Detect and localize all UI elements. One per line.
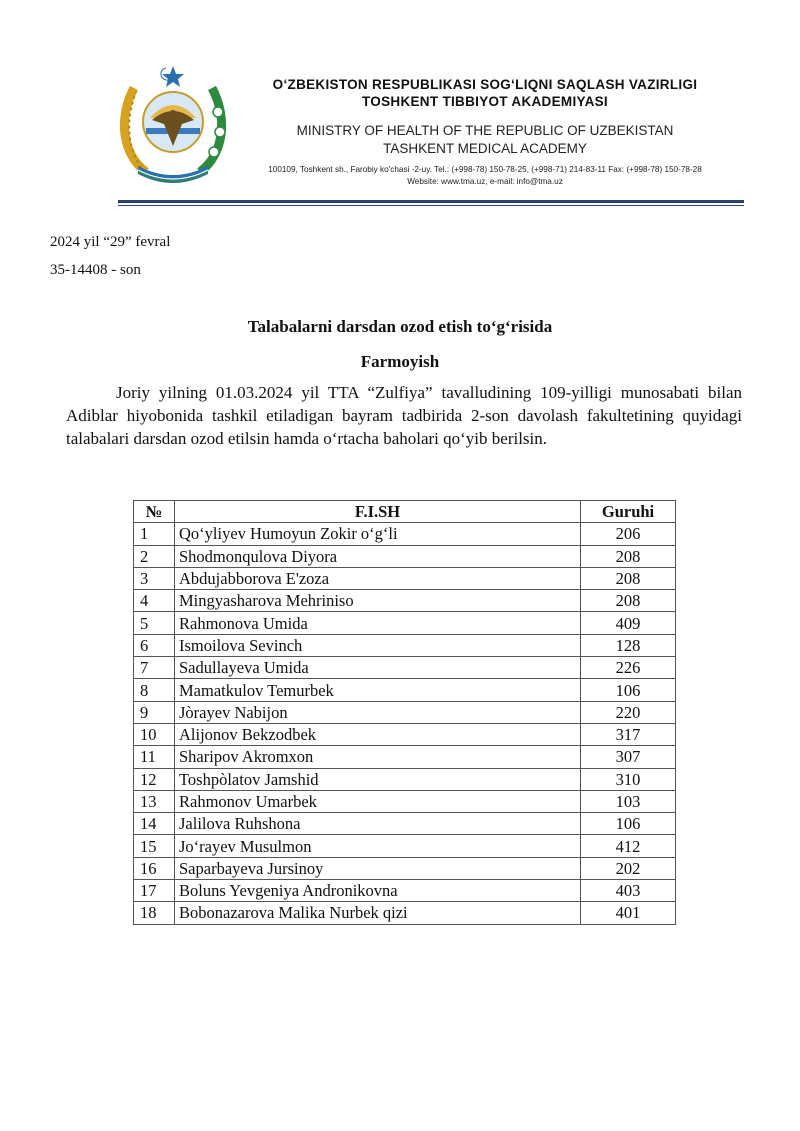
table-row [134, 590, 676, 612]
group-number: 103 [581, 790, 676, 812]
student-name: Rahmonov Umarbek [175, 790, 581, 812]
group-number: 128 [581, 634, 676, 656]
table-row [134, 746, 676, 768]
group-number: 220 [581, 701, 676, 723]
group-number: 403 [581, 880, 676, 902]
table-row [134, 857, 676, 879]
document-date: 2024 yil “29” fevral [50, 234, 171, 250]
row-number: 8 [134, 679, 175, 701]
table-row [134, 902, 676, 924]
row-number: 13 [134, 790, 175, 812]
group-number: 208 [581, 567, 676, 589]
table-row [134, 835, 676, 857]
table-row [134, 612, 676, 634]
row-number: 1 [134, 523, 175, 545]
row-number: 14 [134, 813, 175, 835]
group-number: 106 [581, 813, 676, 835]
group-number: 317 [581, 723, 676, 745]
student-name: Toshpòlatov Jamshid [175, 768, 581, 790]
student-name: Ismoilova Sevinch [175, 634, 581, 656]
row-number: 5 [134, 612, 175, 634]
row-number: 17 [134, 880, 175, 902]
group-number: 208 [581, 590, 676, 612]
row-number: 18 [134, 902, 175, 924]
table-row [134, 634, 676, 656]
student-name: Mamatkulov Temurbek [175, 679, 581, 701]
document-subject: Talabalarni darsdan ozod etish to‘g‘risida [247, 317, 553, 336]
ministry-name-en: MINISTRY OF HEALTH OF THE REPUBLIC OF UZBEKISTAN [296, 123, 674, 138]
row-number: 2 [134, 545, 175, 567]
group-number: 409 [581, 612, 676, 634]
table-row [134, 523, 676, 545]
row-number: 4 [134, 590, 175, 612]
table-row [134, 880, 676, 902]
student-name: Sharipov Akromxon [175, 746, 581, 768]
website-line: Website: www.tma.uz, e-mail: info@tma.uz [407, 177, 563, 186]
group-number: 202 [581, 857, 676, 879]
academy-name-uz: TOSHKENT TIBBIYOT AKADEMIYASI [362, 94, 608, 109]
student-name: Rahmonova Umida [175, 612, 581, 634]
student-name: Jalilova Ruhshona [175, 813, 581, 835]
state-emblem [116, 62, 230, 184]
header-divider-thick [118, 200, 744, 203]
row-number: 15 [134, 835, 175, 857]
row-number: 12 [134, 768, 175, 790]
student-name: Alijonov Bekzodbek [175, 723, 581, 745]
row-number: 10 [134, 723, 175, 745]
row-number: 3 [134, 567, 175, 589]
student-name: Sadullayeva Umida [175, 657, 581, 679]
column-header-group: Guruhi [581, 501, 676, 523]
student-name: Bobonazarova Malika Nurbek qizi [175, 902, 581, 924]
group-number: 226 [581, 657, 676, 679]
academy-name-en: TASHKENT MEDICAL ACADEMY [383, 141, 587, 156]
group-number: 310 [581, 768, 676, 790]
table-row [134, 567, 676, 589]
document-type: Farmoyish [360, 352, 440, 371]
table-row [134, 679, 676, 701]
row-number: 6 [134, 634, 175, 656]
group-number: 106 [581, 679, 676, 701]
row-number: 16 [134, 857, 175, 879]
student-name: Saparbayeva Jursinoy [175, 857, 581, 879]
student-name: Boluns Yevgeniya Andronikovna [175, 880, 581, 902]
column-header-name: F.I.SH [175, 501, 581, 523]
header-divider-thin [118, 205, 744, 206]
student-name: Mingyasharova Mehriniso [175, 590, 581, 612]
emblem-icon [116, 62, 230, 184]
students-table [133, 500, 676, 925]
table-header-row [134, 501, 676, 523]
student-name: Jo‘rayev Musulmon [175, 835, 581, 857]
student-name: Jòrayev Nabijon [175, 701, 581, 723]
table-row [134, 657, 676, 679]
ministry-name-uz: O‘ZBEKISTON RESPUBLIKASI SOG‘LIQNI SAQLASH VAZIRLIGI [272, 77, 698, 92]
document-number: 35-14408 - son [50, 262, 141, 278]
group-number: 208 [581, 545, 676, 567]
group-number: 412 [581, 835, 676, 857]
table-row [134, 790, 676, 812]
row-number: 7 [134, 657, 175, 679]
address-line: 100109, Toshkent sh., Farobiy ko'chasi -2-uy. Tel.: (+998-78) 150-78-25, (+998-71) 214-83-11 Fax: (+998-78) 150-78-28 [268, 165, 702, 174]
student-name: Qo‘yliyev Humoyun Zokir o‘g‘li [175, 523, 581, 545]
letterhead [230, 76, 740, 188]
column-header-number: № [134, 501, 175, 523]
student-name: Abdujabborova E'zoza [175, 567, 581, 589]
group-number: 401 [581, 902, 676, 924]
student-name: Shodmonqulova Diyora [175, 545, 581, 567]
table-row [134, 723, 676, 745]
row-number: 11 [134, 746, 175, 768]
table-row [134, 768, 676, 790]
group-number: 307 [581, 746, 676, 768]
table-row [134, 813, 676, 835]
group-number: 206 [581, 523, 676, 545]
document-body: Joriy yilning 01.03.2024 yil TTA “Zulfiya” tavalludining 109-yilligi munosabati bilan Adiblar hiyobonida tashkil etiladigan bayram tadbirida 2-son davolash fakultetining quyidagi talabalari darsdan ozod etilsin hamda o‘rtacha baholari qo‘yib berilsin. [66, 383, 742, 448]
row-number: 9 [134, 701, 175, 723]
table-row [134, 701, 676, 723]
table-row [134, 545, 676, 567]
